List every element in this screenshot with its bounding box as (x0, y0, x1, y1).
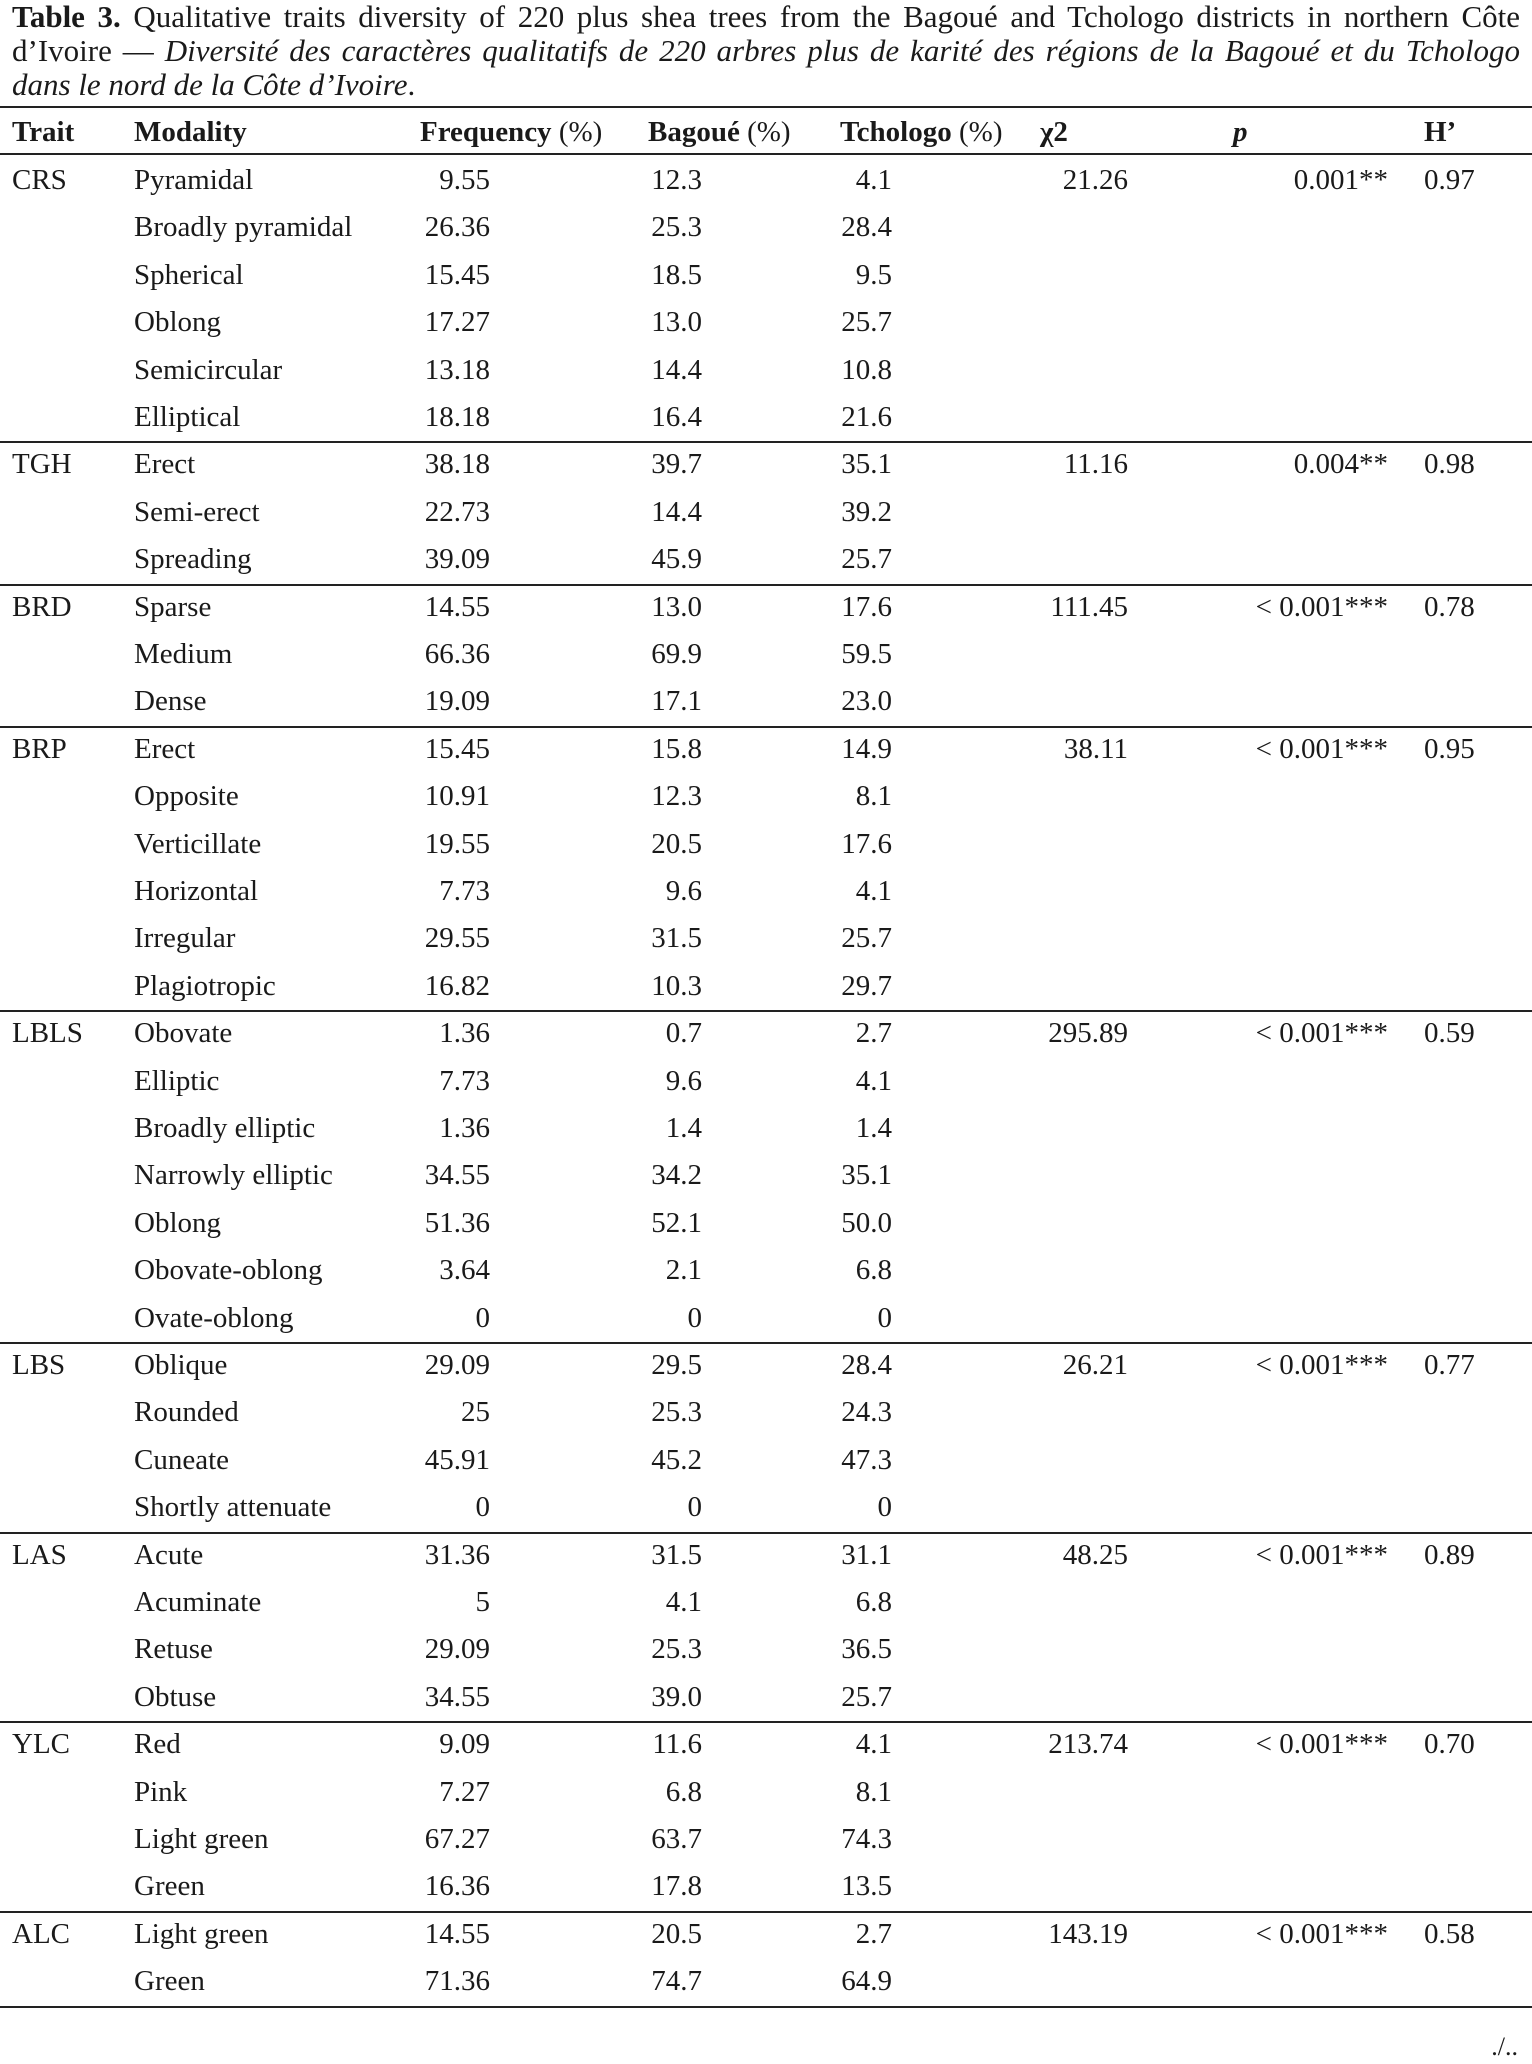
cell-tchologo: 25.7 (841, 922, 892, 954)
cell-p-value: < 0.001*** (1255, 1349, 1388, 1381)
cell-bagoue: 31.5 (651, 922, 702, 954)
header-tchologo-label: Tchologo (840, 116, 952, 148)
cell-bagoue: 16.4 (651, 401, 702, 433)
cell-tchologo: 4.1 (855, 875, 892, 907)
cell-tchologo: 8.1 (855, 1776, 892, 1808)
cell-tchologo: 0 (877, 1491, 892, 1523)
table-caption (12, 0, 1520, 102)
cell-modality: Shortly attenuate (134, 1491, 332, 1523)
cell-modality: Elliptical (134, 401, 241, 433)
cell-modality: Narrowly elliptic (134, 1159, 333, 1191)
cell-tchologo: 13.5 (841, 1870, 892, 1902)
header-top-rule (0, 106, 1532, 108)
cell-bagoue: 25.3 (651, 211, 702, 243)
cell-h-index: 0.95 (1424, 732, 1475, 765)
header-bagoue-label: Bagoué (648, 116, 740, 148)
cell-trait: ALC (12, 1917, 70, 1950)
group-separator-rule (0, 1532, 1532, 1534)
cell-frequency: 7.73 (439, 875, 490, 907)
cell-trait: LBS (12, 1349, 66, 1381)
cell-h-index: 0.58 (1424, 1917, 1475, 1950)
cell-frequency: 13.18 (424, 354, 490, 386)
header-bagoue (648, 115, 791, 149)
cell-bagoue: 13.0 (651, 306, 702, 338)
cell-frequency: 15.45 (424, 259, 490, 291)
cell-tchologo: 23.0 (841, 685, 892, 717)
cell-modality: Verticillate (134, 828, 262, 860)
cell-bagoue: 31.5 (651, 1539, 702, 1571)
header-bottom-rule (0, 153, 1532, 155)
cell-modality: Green (134, 1965, 205, 1997)
cell-tchologo: 64.9 (841, 1965, 892, 1997)
cell-h-index: 0.59 (1424, 1017, 1475, 1050)
cell-chi2: 295.89 (1048, 1017, 1128, 1050)
cell-frequency: 9.55 (439, 164, 490, 196)
cell-modality: Semicircular (134, 354, 283, 386)
cell-tchologo: 4.1 (855, 164, 892, 196)
cell-frequency: 0 (475, 1302, 490, 1334)
cell-tchologo: 9.5 (855, 259, 892, 291)
cell-bagoue: 69.9 (651, 638, 702, 670)
cell-modality: Obovate-oblong (134, 1254, 323, 1286)
cell-bagoue: 25.3 (651, 1633, 702, 1665)
cell-frequency: 51.36 (424, 1207, 490, 1239)
cell-chi2: 26.21 (1062, 1349, 1128, 1381)
cell-tchologo: 0 (877, 1302, 892, 1334)
cell-frequency: 25 (461, 1396, 490, 1428)
cell-tchologo: 36.5 (841, 1633, 892, 1665)
cell-tchologo: 2.7 (855, 1017, 892, 1049)
cell-modality: Medium (134, 638, 233, 670)
cell-bagoue: 15.8 (651, 733, 702, 765)
cell-frequency: 38.18 (424, 448, 490, 480)
cell-bagoue: 4.1 (665, 1586, 702, 1618)
cell-frequency: 18.18 (424, 401, 490, 433)
cell-p-value: < 0.001*** (1255, 1917, 1388, 1950)
table-caption-english: Qualitative traits diversity of 220 plus shea trees from the Bagoué and Tchologo districts in northern Côte d’Ivoire — (12, 0, 1520, 68)
cell-frequency: 16.36 (424, 1870, 490, 1902)
cell-trait: TGH (12, 448, 72, 481)
cell-modality: Irregular (134, 922, 236, 954)
header-h: H’ (1424, 116, 1457, 148)
cell-tchologo: 6.8 (855, 1586, 892, 1618)
cell-chi2: 143.19 (1048, 1917, 1128, 1950)
cell-frequency: 29.09 (424, 1633, 490, 1665)
cell-bagoue: 34.2 (651, 1159, 702, 1191)
cell-frequency: 66.36 (424, 638, 490, 670)
cell-frequency: 1.36 (439, 1112, 490, 1144)
cell-tchologo: 24.3 (841, 1396, 892, 1428)
cell-trait: BRP (12, 732, 67, 765)
group-separator-rule (0, 1721, 1532, 1723)
cell-bagoue: 12.3 (651, 780, 702, 812)
cell-modality: Obovate (134, 1017, 233, 1049)
cell-bagoue: 9.6 (665, 1065, 702, 1097)
cell-trait: YLC (12, 1728, 70, 1761)
cell-frequency: 9.09 (439, 1728, 490, 1760)
header-trait: Trait (12, 116, 75, 148)
cell-tchologo: 28.4 (841, 211, 892, 243)
cell-modality: Pyramidal (134, 164, 254, 196)
cell-trait: CRS (12, 164, 67, 196)
group-separator-rule (0, 584, 1532, 586)
header-frequency-unit: (%) (551, 116, 603, 148)
cell-frequency: 3.64 (439, 1254, 490, 1286)
cell-frequency: 34.55 (424, 1681, 490, 1713)
cell-modality: Oblong (134, 1207, 221, 1239)
cell-bagoue: 74.7 (651, 1965, 702, 1997)
group-separator-rule (0, 1911, 1532, 1913)
cell-modality: Acuminate (134, 1586, 262, 1618)
cell-p-value: < 0.001*** (1255, 1728, 1388, 1761)
cell-modality: Erect (134, 448, 196, 480)
cell-bagoue: 14.4 (651, 496, 702, 528)
cell-tchologo: 74.3 (841, 1823, 892, 1855)
cell-tchologo: 25.7 (841, 543, 892, 575)
cell-bagoue: 63.7 (651, 1823, 702, 1855)
cell-p-value: < 0.001*** (1255, 1017, 1388, 1050)
cell-modality: Erect (134, 733, 196, 765)
cell-frequency: 14.55 (424, 1918, 490, 1950)
cell-tchologo: 21.6 (841, 401, 892, 433)
cell-modality: Horizontal (134, 875, 259, 907)
cell-tchologo: 47.3 (841, 1444, 892, 1476)
cell-bagoue: 0 (687, 1302, 702, 1334)
cell-chi2: 111.45 (1050, 590, 1128, 623)
cell-tchologo: 35.1 (841, 1159, 892, 1191)
cell-modality: Cuneate (134, 1444, 230, 1476)
cell-bagoue: 17.1 (651, 685, 702, 717)
cell-bagoue: 39.7 (651, 448, 702, 480)
cell-bagoue: 20.5 (651, 1918, 702, 1950)
cell-h-index: 0.89 (1424, 1538, 1475, 1571)
cell-bagoue: 18.5 (651, 259, 702, 291)
cell-chi2: 11.16 (1063, 448, 1128, 481)
cell-frequency: 39.09 (424, 543, 490, 575)
cell-bagoue: 29.5 (651, 1349, 702, 1381)
cell-frequency: 0 (475, 1491, 490, 1523)
cell-modality: Plagiotropic (134, 970, 276, 1002)
cell-bagoue: 25.3 (651, 1396, 702, 1428)
cell-modality: Oblong (134, 306, 221, 338)
cell-tchologo: 39.2 (841, 496, 892, 528)
cell-bagoue: 52.1 (651, 1207, 702, 1239)
cell-p-value: < 0.001*** (1255, 590, 1388, 623)
cell-h-index: 0.97 (1424, 164, 1475, 196)
cell-bagoue: 20.5 (651, 828, 702, 860)
cell-frequency: 67.27 (424, 1823, 490, 1855)
cell-bagoue: 1.4 (665, 1112, 702, 1144)
cell-tchologo: 14.9 (841, 733, 892, 765)
cell-modality: Rounded (134, 1396, 239, 1428)
cell-tchologo: 25.7 (841, 1681, 892, 1713)
cell-p-value: 0.001** (1293, 164, 1388, 196)
header-p: p (1233, 116, 1248, 148)
cell-modality: Dense (134, 685, 207, 717)
cell-modality: Opposite (134, 780, 239, 812)
cell-p-value: < 0.001*** (1255, 732, 1388, 765)
cell-chi2: 213.74 (1048, 1728, 1128, 1761)
header-frequency-label: Frequency (420, 116, 552, 148)
cell-modality: Retuse (134, 1633, 213, 1665)
header-chi2: χ2 (1040, 116, 1068, 148)
cell-tchologo: 6.8 (855, 1254, 892, 1286)
cell-frequency: 10.91 (424, 780, 490, 812)
cell-trait: BRD (12, 590, 72, 623)
header-bagoue-unit: (%) (739, 116, 791, 148)
cell-bagoue: 10.3 (651, 970, 702, 1002)
cell-frequency: 71.36 (424, 1965, 490, 1997)
cell-bagoue: 13.0 (651, 591, 702, 623)
group-separator-rule (0, 1342, 1532, 1344)
cell-modality: Acute (134, 1539, 204, 1571)
cell-h-index: 0.78 (1424, 590, 1475, 623)
header-tchologo (840, 115, 1002, 149)
cell-modality: Spherical (134, 259, 244, 291)
group-separator-rule (0, 726, 1532, 728)
cell-frequency: 45.91 (424, 1444, 490, 1476)
cell-modality: Ovate-oblong (134, 1302, 294, 1334)
cell-modality: Spreading (134, 543, 252, 575)
cell-bagoue: 45.2 (651, 1444, 702, 1476)
cell-tchologo: 59.5 (841, 638, 892, 670)
header-modality: Modality (134, 116, 247, 148)
cell-bagoue: 45.9 (651, 543, 702, 575)
cell-modality: Obtuse (134, 1681, 217, 1713)
cell-frequency: 19.55 (424, 828, 490, 860)
cell-trait: LAS (12, 1538, 67, 1571)
cell-tchologo: 17.6 (841, 591, 892, 623)
cell-tchologo: 4.1 (855, 1728, 892, 1760)
cell-bagoue: 9.6 (665, 875, 702, 907)
cell-h-index: 0.98 (1424, 448, 1475, 481)
cell-modality: Sparse (134, 591, 212, 623)
cell-modality: Red (134, 1728, 181, 1760)
cell-frequency: 22.73 (424, 496, 490, 528)
cell-frequency: 17.27 (424, 306, 490, 338)
cell-trait: LBLS (12, 1017, 83, 1050)
cell-frequency: 7.73 (439, 1065, 490, 1097)
cell-modality: Broadly pyramidal (134, 211, 353, 243)
cell-bagoue: 39.0 (651, 1681, 702, 1713)
continuation-mark: ./.. (1491, 2032, 1518, 2061)
cell-bagoue: 11.6 (652, 1728, 702, 1760)
cell-chi2: 38.11 (1063, 732, 1128, 765)
cell-frequency: 15.45 (424, 733, 490, 765)
cell-frequency: 34.55 (424, 1159, 490, 1191)
table-caption-french: Diversité des caractères qualitatifs de 220 arbres plus de karité des régions de la Bagoué et du Tchologo dans le nord de la Côte d’Ivoire (12, 33, 1520, 102)
cell-h-index: 0.77 (1424, 1349, 1475, 1381)
cell-modality: Green (134, 1870, 205, 1902)
cell-tchologo: 29.7 (841, 970, 892, 1002)
cell-modality: Broadly elliptic (134, 1112, 316, 1144)
cell-bagoue: 12.3 (651, 164, 702, 196)
cell-frequency: 19.09 (424, 685, 490, 717)
table-caption-label: Table 3. (12, 0, 121, 34)
cell-frequency: 16.82 (424, 970, 490, 1002)
cell-bagoue: 6.8 (665, 1776, 702, 1808)
cell-chi2: 48.25 (1062, 1538, 1128, 1571)
cell-modality: Elliptic (134, 1065, 220, 1097)
cell-bagoue: 2.1 (665, 1254, 702, 1286)
cell-tchologo: 25.7 (841, 306, 892, 338)
cell-frequency: 14.55 (424, 591, 490, 623)
cell-bagoue: 14.4 (651, 354, 702, 386)
header-tchologo-unit: (%) (951, 116, 1003, 148)
cell-frequency: 5 (475, 1586, 490, 1618)
cell-frequency: 1.36 (439, 1017, 490, 1049)
cell-chi2: 21.26 (1062, 164, 1128, 196)
cell-frequency: 26.36 (424, 211, 490, 243)
cell-tchologo: 1.4 (855, 1112, 892, 1144)
group-separator-rule (0, 441, 1532, 443)
cell-modality: Semi-erect (134, 496, 260, 528)
header-frequency (420, 115, 602, 149)
cell-tchologo: 2.7 (855, 1918, 892, 1950)
table-caption-end: . (407, 67, 416, 102)
cell-h-index: 0.70 (1424, 1728, 1475, 1761)
cell-tchologo: 28.4 (841, 1349, 892, 1381)
cell-tchologo: 50.0 (841, 1207, 892, 1239)
cell-modality: Light green (134, 1823, 269, 1855)
cell-tchologo: 31.1 (841, 1539, 892, 1571)
group-separator-rule (0, 1010, 1532, 1012)
cell-frequency: 29.55 (424, 922, 490, 954)
group-separator-rule (0, 2006, 1532, 2008)
cell-p-value: 0.004** (1293, 448, 1388, 481)
cell-bagoue: 17.8 (651, 1870, 702, 1902)
cell-tchologo: 4.1 (855, 1065, 892, 1097)
cell-modality: Pink (134, 1776, 188, 1808)
cell-tchologo: 8.1 (855, 780, 892, 812)
cell-bagoue: 0.7 (665, 1017, 702, 1049)
cell-p-value: < 0.001*** (1255, 1538, 1388, 1571)
cell-tchologo: 17.6 (841, 828, 892, 860)
cell-tchologo: 35.1 (841, 448, 892, 480)
cell-frequency: 7.27 (439, 1776, 490, 1808)
cell-modality: Light green (134, 1918, 269, 1950)
cell-modality: Oblique (134, 1349, 228, 1381)
cell-bagoue: 0 (687, 1491, 702, 1523)
cell-frequency: 29.09 (424, 1349, 490, 1381)
cell-tchologo: 10.8 (841, 354, 892, 386)
cell-frequency: 31.36 (424, 1539, 490, 1571)
